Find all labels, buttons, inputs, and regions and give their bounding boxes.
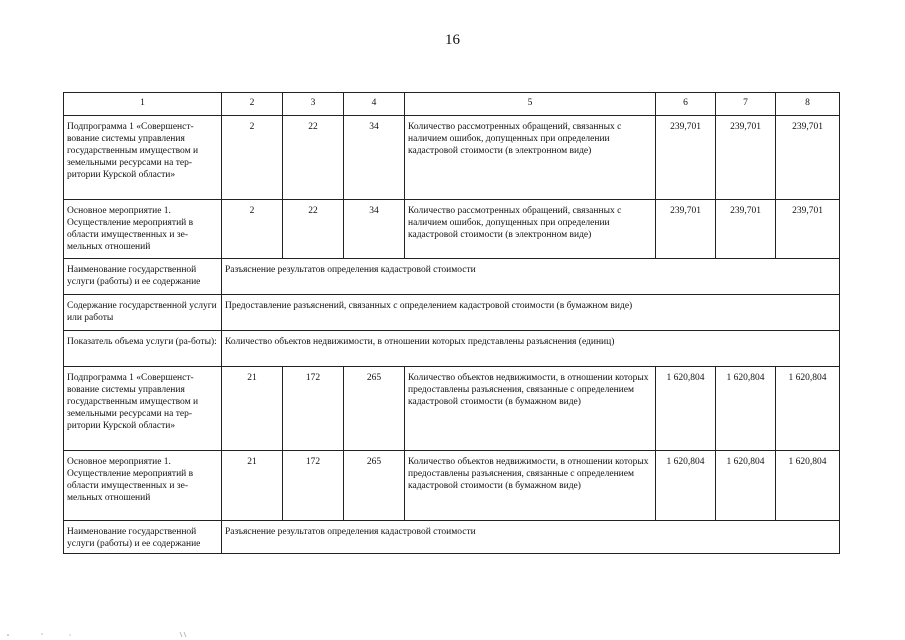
table-row bbox=[64, 367, 840, 451]
header-cell: 6 bbox=[656, 93, 716, 116]
cell-col2: 2 bbox=[222, 116, 283, 200]
info-text: Разъяснение результатов определения кадастровой стоимости bbox=[222, 259, 840, 295]
cell-col4: 265 bbox=[344, 451, 405, 521]
main-table bbox=[63, 92, 840, 554]
header-cell: 5 bbox=[405, 93, 656, 116]
cell-col2: 2 bbox=[222, 200, 283, 259]
info-label: Наименование государственной услуги (работы) и ее содержание bbox=[64, 521, 222, 554]
cell-col8: 239,701 bbox=[776, 200, 840, 259]
cell-col4: 34 bbox=[344, 116, 405, 200]
info-text: Разъяснение результатов определения кадастровой стоимости bbox=[222, 521, 840, 554]
row-description: Количество рассмотренных обращений, связанных с наличием ошибок, допущенных при определении кадастровой стоимости (в электронном виде) bbox=[405, 200, 656, 259]
row-name: Основное мероприятие 1. Осуществление мероприятий в области имущественных и зе-мельных отношений bbox=[64, 451, 222, 521]
header-cell: 2 bbox=[222, 93, 283, 116]
cell-col7: 239,701 bbox=[716, 200, 776, 259]
cell-col3: 172 bbox=[283, 367, 344, 451]
info-row bbox=[64, 331, 840, 367]
row-name: Основное мероприятие 1. Осуществление мероприятий в области имущественных и зе-мельных отношений bbox=[64, 200, 222, 259]
cell-col6: 239,701 bbox=[656, 200, 716, 259]
cell-col3: 22 bbox=[283, 116, 344, 200]
table-row bbox=[64, 451, 840, 521]
header-cell: 7 bbox=[716, 93, 776, 116]
table-row bbox=[64, 116, 840, 200]
info-label: Содержание государственной услуги или работы bbox=[64, 295, 222, 331]
info-row bbox=[64, 295, 840, 331]
row-name: Подпрограмма 1 «Совершенст-вование системы управления государственным имуществом и земельными ресурсами на тер-ритории Курской области» bbox=[64, 116, 222, 200]
cell-col3: 172 bbox=[283, 451, 344, 521]
cell-col8: 239,701 bbox=[776, 116, 840, 200]
cell-col2: 21 bbox=[222, 451, 283, 521]
cell-col6: 1 620,804 bbox=[656, 367, 716, 451]
info-row bbox=[64, 259, 840, 295]
info-label: Наименование государственной услуги (работы) и ее содержание bbox=[64, 259, 222, 295]
row-name: Подпрограмма 1 «Совершенст-вование системы управления государственным имуществом и земельными ресурсами на тер-ритории Курской области» bbox=[64, 367, 222, 451]
info-text: Предоставление разъяснений, связанных с определением кадастровой стоимости (в бумажном виде) bbox=[222, 295, 840, 331]
cell-col8: 1 620,804 bbox=[776, 451, 840, 521]
header-cell: 8 bbox=[776, 93, 840, 116]
info-row bbox=[64, 521, 840, 554]
row-description: Количество объектов недвижимости, в отношении которых предоставлены разъяснения, связанные с определением кадастровой стоимости (в бумажном виде) bbox=[405, 451, 656, 521]
header-cell: 1 bbox=[64, 93, 222, 116]
cell-col2: 21 bbox=[222, 367, 283, 451]
header-cell: 3 bbox=[283, 93, 344, 116]
cell-col8: 1 620,804 bbox=[776, 367, 840, 451]
cell-col7: 1 620,804 bbox=[716, 451, 776, 521]
table-row bbox=[64, 200, 840, 259]
row-description: Количество рассмотренных обращений, связанных с наличием ошибок, допущенных при определении кадастровой стоимости (в электронном виде) bbox=[405, 116, 656, 200]
cell-col4: 34 bbox=[344, 200, 405, 259]
info-label: Показатель объема услуги (ра-боты): bbox=[64, 331, 222, 367]
header-cell: 4 bbox=[344, 93, 405, 116]
row-description: Количество объектов недвижимости, в отношении которых предоставлены разъяснения, связанные с определением кадастровой стоимости (в бумажном виде) bbox=[405, 367, 656, 451]
cell-col7: 239,701 bbox=[716, 116, 776, 200]
cell-col6: 239,701 bbox=[656, 116, 716, 200]
cell-col3: 22 bbox=[283, 200, 344, 259]
cell-col6: 1 620,804 bbox=[656, 451, 716, 521]
page-number: 16 bbox=[445, 32, 460, 48]
info-text: Количество объектов недвижимости, в отношении которых представлены разъяснения (единиц) bbox=[222, 331, 840, 367]
table-header-row bbox=[64, 93, 840, 116]
cell-col7: 1 620,804 bbox=[716, 367, 776, 451]
cell-col4: 265 bbox=[344, 367, 405, 451]
scan-noise-marks bbox=[0, 630, 220, 638]
